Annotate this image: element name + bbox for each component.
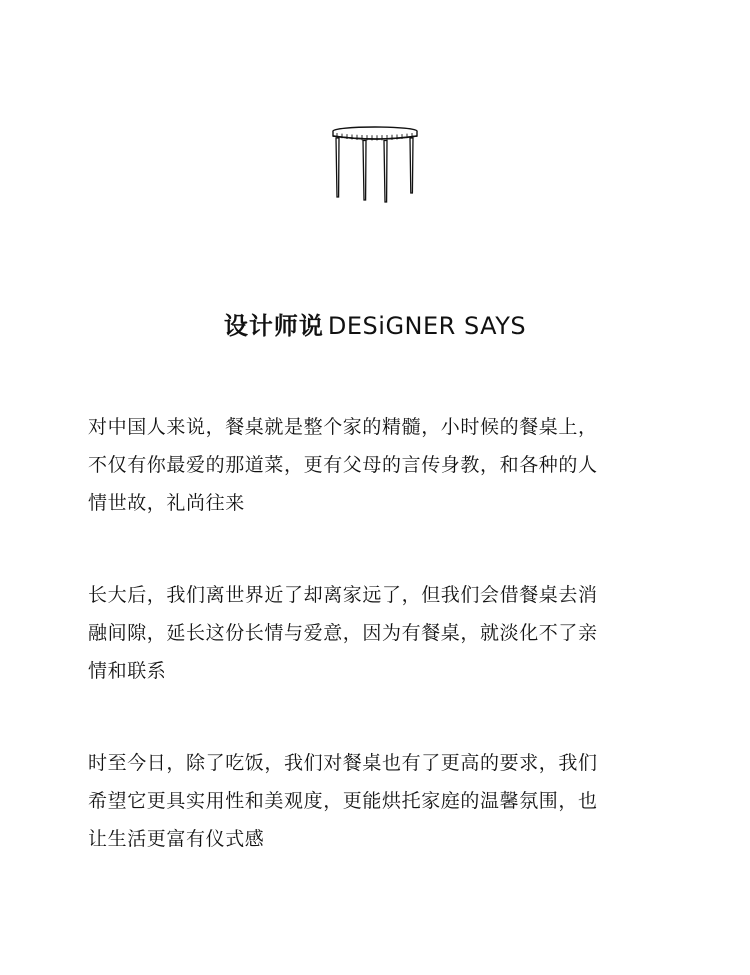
section-heading <box>0 308 750 344</box>
heading-chinese: 设计师说 <box>223 312 324 340</box>
paragraph-line: 情世故，礼尚往来 <box>88 492 245 514</box>
paragraph-growing-up <box>88 576 668 690</box>
paragraph-line: 对中国人来说，餐桌就是整个家的精髓，小时候的餐桌上， <box>88 416 598 438</box>
designer-quote-body <box>88 408 668 858</box>
paragraph-line: 希望它更具实用性和美观度，更能烘托家庭的温馨氛围，也 <box>88 790 598 812</box>
paragraph-today <box>88 744 668 858</box>
paragraph-line: 让生活更富有仪式感 <box>88 828 265 850</box>
paragraph-line: 不仅有你最爱的那道菜，更有父母的言传身教，和各种的人 <box>88 454 598 476</box>
paragraph-line: 情和联系 <box>88 660 167 682</box>
paragraph-childhood <box>88 408 668 522</box>
paragraph-line: 融间隙，延长这份长情与爱意，因为有餐桌，就淡化不了亲 <box>88 622 598 644</box>
paragraph-line: 时至今日，除了吃饭，我们对餐桌也有了更高的要求，我们 <box>88 752 598 774</box>
heading-english: DESiGNER SAYS <box>327 312 527 340</box>
paragraph-line: 长大后，我们离世界近了却离家远了，但我们会借餐桌去消 <box>88 584 598 606</box>
round-table-icon <box>325 122 425 208</box>
